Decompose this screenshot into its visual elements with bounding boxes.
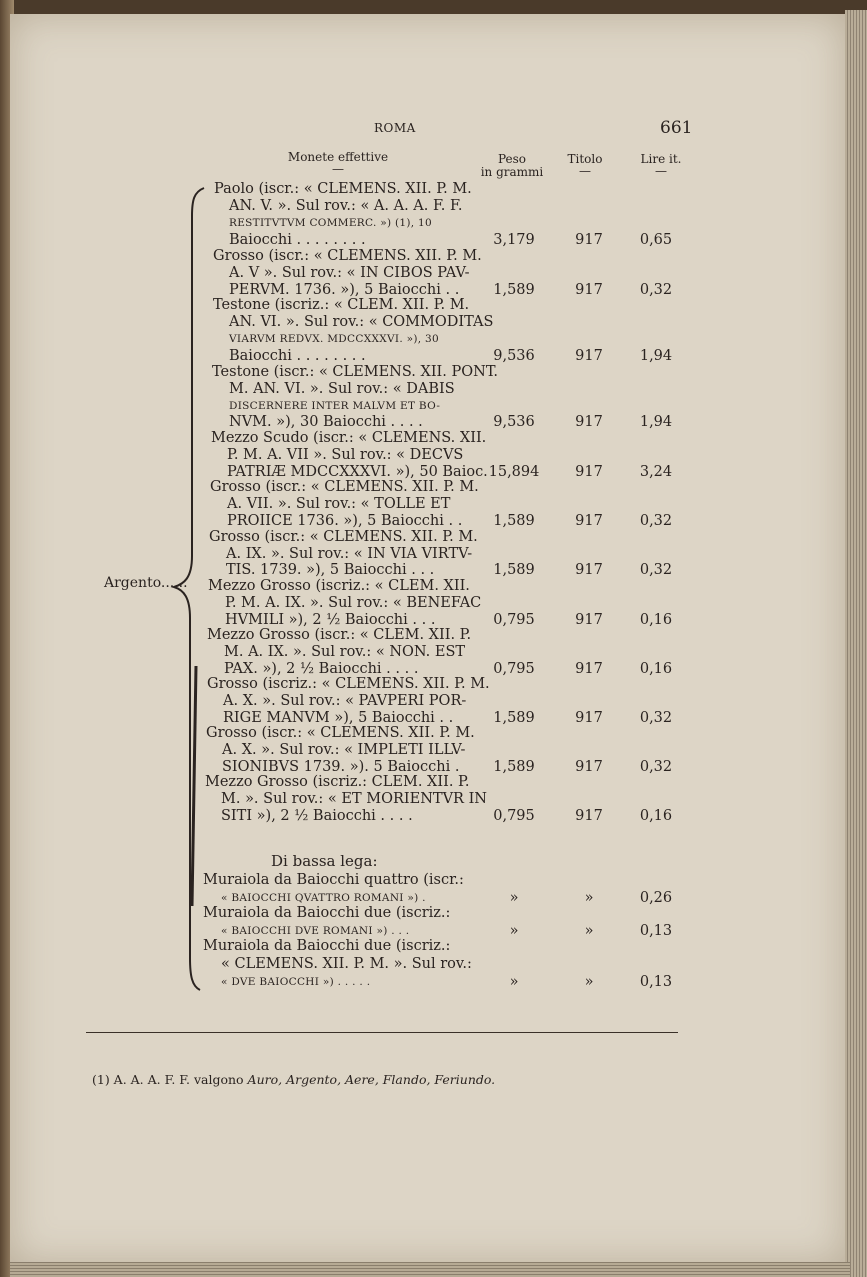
footnote: [92, 1072, 495, 1087]
column-header-coins-label: Monete effettive: [287, 150, 389, 164]
entry-titolo: »: [584, 974, 594, 990]
entry-line: SIONIBVS 1739. »). 5 Baiocchi .: [222, 759, 460, 775]
entry-line: « BAIOCCHI DVE ROMANI ») . . .: [221, 925, 410, 937]
entry-titolo: 917: [575, 661, 603, 677]
entry-line: M. AN. VI. ». Sul rov.: « DABIS: [229, 381, 455, 397]
entry-line: Mezzo Grosso (iscriz.: CLEM. XII. P.: [205, 774, 470, 790]
entry-titolo: 917: [575, 513, 603, 529]
entry-titolo: 917: [575, 348, 603, 364]
entry-titolo: 917: [575, 710, 603, 726]
group-label-argento: Argento......: [104, 575, 188, 591]
entry-peso: 3,179: [493, 232, 535, 248]
entry-line: P. M. A. VII ». Sul rov.: « DECVS: [227, 447, 464, 463]
entry-titolo: 917: [575, 232, 603, 248]
column-header-weight-line2: in grammi: [480, 165, 544, 179]
entry-line: Muraiola da Baiocchi due (iscriz.:: [203, 905, 451, 921]
entry-line: SITI »), 2 ½ Baiocchi . . . .: [221, 808, 413, 824]
entry-peso: 0,795: [493, 808, 535, 824]
entry-line: Grosso (iscr.: « CLEMENS. XII. P. M.: [213, 248, 482, 264]
entry-peso: »: [509, 923, 519, 939]
entry-lire: 1,94: [639, 414, 673, 430]
entry-peso: 0,795: [493, 612, 535, 628]
entry-lire: 0,13: [639, 923, 673, 939]
entry-lire: 0,16: [639, 808, 673, 824]
entry-line: AN. VI. ». Sul rov.: « COMMODITAS: [229, 314, 494, 330]
entry-peso: 1,589: [493, 282, 535, 298]
entry-peso: 1,589: [493, 562, 535, 578]
entry-line: Grosso (iscr.: « CLEMENS. XII. P. M.: [210, 479, 479, 495]
entry-peso: 1,589: [493, 759, 535, 775]
column-dash: —: [579, 164, 591, 178]
entry-line: A. IX. ». Sul rov.: « IN VIA VIRTV-: [226, 546, 473, 562]
column-dash: —: [332, 162, 344, 176]
entry-line: PAX. »), 2 ½ Baiocchi . . . .: [224, 661, 419, 677]
entry-peso: 9,536: [493, 414, 535, 430]
column-header-value-label: Lire it.: [640, 152, 682, 166]
entry-line: RIGE MANVM »), 5 Baiocchi . .: [223, 710, 454, 726]
column-header-title-label: Titolo: [567, 152, 603, 166]
entry-peso: 15,894: [488, 464, 540, 480]
entry-line: DISCERNERE INTER MALVM ET BO-: [229, 400, 441, 412]
entry-lire: 0,26: [639, 890, 673, 906]
entry-line: NVM. »), 30 Baiocchi . . . .: [229, 414, 423, 430]
entry-line: PATRIÆ MDCCXXXVI. »), 50 Baioc.: [227, 464, 488, 480]
entry-line: M. ». Sul rov.: « ET MORIENTVR IN: [221, 791, 487, 807]
footnote-prefix: (1) A. A. A. F. F. valgono: [92, 1072, 248, 1087]
entry-line: Mezzo Grosso (iscriz.: « CLEM. XII.: [208, 578, 470, 594]
entry-peso: 1,589: [493, 513, 535, 529]
entry-line: Testone (iscriz.: « CLEM. XII. P. M.: [213, 297, 470, 313]
entry-line: Grosso (iscr.: « CLEMENS. XII. P. M.: [206, 725, 475, 741]
entry-line: PERVM. 1736. »), 5 Baiocchi . .: [229, 282, 460, 298]
entry-lire: 0,32: [639, 513, 673, 529]
column-header-value: [634, 153, 688, 177]
entry-line: « DVE BAIOCCHI ») . . . . .: [221, 976, 371, 988]
entry-lire: 0,32: [639, 710, 673, 726]
entry-lire: 3,24: [639, 464, 673, 480]
entry-titolo: 917: [575, 282, 603, 298]
entry-lire: 0,16: [639, 661, 673, 677]
entry-titolo: 917: [575, 612, 603, 628]
running-head: ROMA: [374, 121, 416, 135]
column-header-coins: [282, 151, 394, 175]
entry-titolo: 917: [575, 464, 603, 480]
entry-line: Muraiola da Baiocchi due (iscriz.:: [203, 938, 451, 954]
entry-lire: 0,32: [639, 759, 673, 775]
footnote-rule: [86, 1032, 678, 1033]
entry-titolo: 917: [575, 414, 603, 430]
entry-line: A. V ». Sul rov.: « IN CIBOS PAV-: [229, 265, 470, 281]
entry-lire: 0,65: [639, 232, 673, 248]
column-dash: —: [655, 164, 667, 178]
entry-lire: 0,32: [639, 282, 673, 298]
footnote-italic: Auro, Argento, Aere, Flando, Feriundo.: [247, 1072, 496, 1087]
entry-line: Grosso (iscr.: « CLEMENS. XII. P. M.: [209, 529, 478, 545]
entry-line: Muraiola da Baiocchi quattro (iscr.:: [203, 872, 464, 888]
entry-line: A. X. ». Sul rov.: « PAVPERI POR-: [223, 693, 467, 709]
entry-line: Paolo (iscr.: « CLEMENS. XII. P. M.: [214, 181, 472, 197]
column-header-title: [560, 153, 610, 177]
subsection-heading: Di bassa lega:: [271, 852, 378, 870]
entry-titolo: »: [584, 890, 594, 906]
entry-lire: 1,94: [639, 348, 673, 364]
entry-line: M. A. IX. ». Sul rov.: « NON. EST: [224, 644, 466, 660]
entry-line: HVMILI »), 2 ½ Baiocchi . . .: [225, 612, 436, 628]
entry-line: RESTITVTVM COMMERC. ») (1), 10: [229, 217, 432, 229]
entry-peso: »: [509, 974, 519, 990]
entry-line: Grosso (iscriz.: « CLEMENS. XII. P. M.: [207, 676, 490, 692]
entry-lire: 0,13: [639, 974, 673, 990]
entry-line: « CLEMENS. XII. P. M. ». Sul rov.:: [221, 956, 472, 972]
entry-peso: 9,536: [493, 348, 535, 364]
entry-line: Baiocchi . . . . . . . .: [229, 232, 366, 248]
column-header-weight-line1: Peso: [497, 152, 527, 166]
entry-titolo: 917: [575, 562, 603, 578]
entry-peso: 0,795: [493, 661, 535, 677]
entry-line: VIARVM REDVX. MDCCXXXVI. »), 30: [229, 333, 439, 345]
entry-line: Testone (iscr.: « CLEMENS. XII. PONT.: [212, 364, 498, 380]
entry-line: A. X. ». Sul rov.: « IMPLETI ILLV-: [222, 742, 466, 758]
entry-line: AN. V. ». Sul rov.: « A. A. A. F. F.: [229, 198, 463, 214]
entry-peso: »: [509, 890, 519, 906]
entry-titolo: »: [584, 923, 594, 939]
entry-titolo: 917: [575, 759, 603, 775]
page-edges-right: [845, 10, 867, 1277]
column-header-weight: [476, 153, 548, 179]
entry-line: « BAIOCCHI QVATTRO ROMANI ») .: [221, 892, 426, 904]
entry-titolo: 917: [575, 808, 603, 824]
entry-lire: 0,16: [639, 612, 673, 628]
entry-line: A. VII. ». Sul rov.: « TOLLE ET: [227, 496, 451, 512]
page-number: 661: [660, 118, 693, 138]
entry-peso: 1,589: [493, 710, 535, 726]
entry-line: Baiocchi . . . . . . . .: [229, 348, 366, 364]
entry-line: TIS. 1739. »), 5 Baiocchi . . .: [226, 562, 435, 578]
entry-line: Mezzo Scudo (iscr.: « CLEMENS. XII.: [211, 430, 487, 446]
entry-line: Mezzo Grosso (iscr.: « CLEM. XII. P.: [207, 627, 472, 643]
page-edges-bottom: [10, 1262, 850, 1277]
entry-line: PROIICE 1736. »), 5 Baiocchi . .: [227, 513, 463, 529]
entry-lire: 0,32: [639, 562, 673, 578]
entry-line: P. M. A. IX. ». Sul rov.: « BENEFAC: [225, 595, 482, 611]
